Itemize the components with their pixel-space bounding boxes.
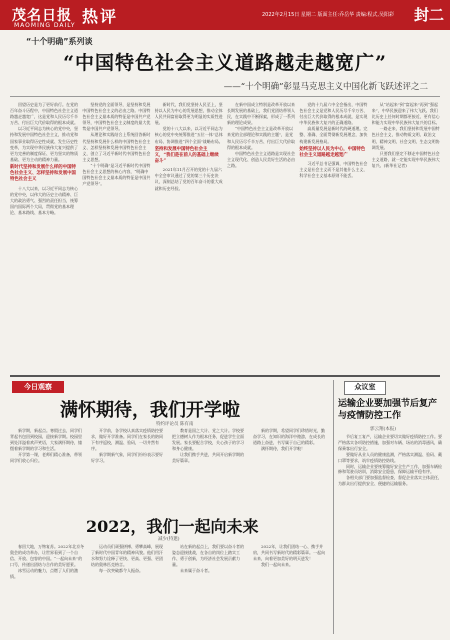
paragraph: 党的十八大以来，以习近平同志为核心的党中央统筹推进“五位一体”总体布局、协调推进“四个全面”战略布局。 <box>154 126 223 144</box>
paragraph: 新学期新气象，同学们纷纷表示要好好学习。 <box>91 451 163 463</box>
remark-byline: 郭云翔(本报) <box>370 427 397 432</box>
paragraph: 我们一起向未来。 <box>261 561 293 567</box>
paragraph: 要做好从业人员的健康监测，严格落实测温、验码、戴口罩等要求，筑牢疫情防控防线。 <box>338 451 442 463</box>
section-divider <box>10 375 440 377</box>
article-column <box>227 102 295 370</box>
section-highlight: 始终坚持以人民为中心，中国特色社会主义道路越走越宽广 <box>299 146 366 158</box>
today-byline: 特约评论员 陈有南 <box>156 422 194 427</box>
paragraph: 每一次突破都令人振奋。 <box>99 567 143 573</box>
paragraph: 新时代，我们党坚持人民至上，坚持以人民为中心的发展思想，推动全体人民共同富裕取得更为明显的实质性进展。 <box>154 102 223 126</box>
paragraph: 从理论和实践结合上系统回答新时代坚持和发展什么样的中国特色社会主义、怎样坚持和发展中国特色社会主义，创立了习近平新时代中国特色社会主义思想。 <box>82 132 151 162</box>
paragraph: 在新中国成立特别是改革开放以来长期发展的基础上，我们党团结带领人民，在实践中不断探索，形成了一系列新的理论成果。 <box>227 102 295 126</box>
today-column-tag: 今日观察 <box>12 381 64 393</box>
series-tag: “十个明确”系列谈 <box>26 37 93 46</box>
paragraph: 2021年11月召开的党的十九届六中全会审议通过了党的第三个历史决议，深刻总结了党的百年奋斗的重大成就和历史经验。 <box>154 167 223 191</box>
article-column <box>10 544 85 634</box>
article-column <box>155 102 223 370</box>
article-column <box>253 544 328 634</box>
paragraph: 坚持党的全面领导，是坚持和发展中国特色社会主义的必由之路。中国特色社会主义最本质的特征是中国共产党领导，中国特色社会主义制度的最大优势是中国共产党领导。 <box>82 102 151 132</box>
paragraph: 春回大地，万物复苏。2022年北京冬奥会的成功举办，让世界看到了一个自信、开放、包容的中国。“一起向未来”的口号，传递出团结与合作的美好愿景。 <box>10 544 85 567</box>
paragraph: 中国特色社会主义道路是实现社会主义现代化、创造人民美好生活的必由之路。 <box>227 150 295 168</box>
article-column <box>10 428 85 504</box>
masthead-subtitle: MAOMING DAILY <box>14 22 76 29</box>
page-header <box>0 0 450 30</box>
paragraph: 开学前，各学校认真落实疫情防控要求，做好开学准备。同学们在家长的陪同下有序返校，测温、验码，一切井然有序。 <box>91 428 163 451</box>
main-headline[interactable]: “中国特色社会主义道路越走越宽广” <box>63 52 387 74</box>
paragraph: 运动员们顽强拼搏、勇攀高峰，展现了新时代中国青年的精神风貌。他们用汗水和努力诠释了更快、更高、更强、更团结的奥林匹克格言。 <box>91 544 163 567</box>
paragraph: 冰雪运动的魅力，点燃了人们的激情。 <box>10 567 78 579</box>
section-highlight: 坚持和发展中国特色社会主义，“我们是在前人的基础上继续奋斗” <box>154 146 219 165</box>
article-column <box>172 428 247 504</box>
paragraph: 以习近平同志为核心的党中央，坚持和发展中国特色社会主义，推动党和国家事业取得历史性成就、发生历史性变革，为实现中华民族伟大复兴提供了更为完善的制度保证、更为坚实的物质基础、更为主动的精神力量。 <box>10 126 78 162</box>
today-headline[interactable]: 满怀期待，我们开学啦 <box>60 400 240 421</box>
section-highlight: 新时代坚持和发展什么样的中国特色社会主义、怎样坚持和发展中国特色社会主义 <box>10 164 76 183</box>
article-column <box>10 102 78 370</box>
article-column <box>299 102 367 370</box>
main-subheadline: ——“十个明确”彰显马克思主义中国化新飞跃述评之二 <box>223 82 428 92</box>
paragraph: 未来属于奋斗者。 <box>180 567 212 573</box>
column-divider <box>333 380 334 634</box>
paragraph: 习近平总书记强调，中国特色社会主义是社会主义而不是其他什么主义，科学社会主义基本原则不能丢。 <box>299 161 368 179</box>
paragraph: 新学期，新起点。寒假过去，同学们背起书包回到校园，迎接新学期。校园里到处洋溢着欢声笑语，大家满怀期待，憧憬着新学期的学习和生活。 <box>10 428 82 451</box>
paragraph: 从“站起来”到“富起来”再到“强起来”，中华民族迎来了伟大飞跃。我们比历史上任何时期都更接近、更有信心和能力实现中华民族伟大复兴的目标。 <box>371 102 440 126</box>
future-byline: 减少(特邀) <box>158 537 180 542</box>
paragraph: 让我们携手共进，共同开启新学期的美好篇章。 <box>172 451 244 463</box>
paragraph: 回望历史是为了更好前行。在党的百年奋斗历程中，中国特色社会主义道路越走越宽广，这是党和人民历尽千辛万苦、付出巨大代价取得的根本成就。 <box>10 102 78 126</box>
section-title: 热评 <box>82 6 119 26</box>
paragraph: 同时，运输企业要统筹做好安全生产工作，加强车辆检修和驾驶员培训，消除安全隐患，保障运输平稳有序。 <box>338 463 442 475</box>
article-column <box>172 544 247 634</box>
paragraph: 一路走来，我们坚持和发展中国特色社会主义，推动物质文明、政治文明、精神文明、社会文明、生态文明协调发展。 <box>371 126 440 150</box>
paragraph: 开学第一课，老师们精心准备，带领同学们收心归位。 <box>10 451 82 463</box>
article-column <box>253 428 328 504</box>
paragraph: “中国特色社会主义是改革开放以来党的全部理论和实践的主题”，是党和人民历尽千辛万苦、付出巨大代价取得的根本成就。 <box>227 126 295 150</box>
paragraph: 站在新的起点上，我们要以奋斗者的姿态迎接挑战，在各自的岗位上踏实工作、勇于创新，为经济社会发展贡献力量。 <box>172 544 244 567</box>
divider-rule <box>10 96 440 97</box>
paragraph: 新的学期，希望同学们珍惜时光，勤奋学习，在知识的海洋中遨游，在成长的道路上奋进，书写属于自己的精彩。 <box>253 428 325 445</box>
remark-article-body <box>338 434 444 634</box>
masthead-logo: 茂名日报 <box>12 8 72 24</box>
remark-headline[interactable]: 运输企业要加强节后复产与疫情防控工作 <box>338 399 438 421</box>
paragraph: 2022年，让我们团结一心、携手并肩，共同书写新时代的精彩篇章。一起向未来，向着更加美好的明天进发！ <box>253 544 325 561</box>
future-headline[interactable]: 2022，我们一起向未来 <box>86 517 259 536</box>
article-column <box>91 428 166 504</box>
paragraph: 节后复工复产，运输企业要切实做好疫情防控工作。要严格落实各项防控措施，加强对车辆、场站的消毒通风，确保乘客出行安全。 <box>338 434 442 451</box>
paragraph: 只要我们坚定不移走中国特色社会主义道路，就一定能实现中华民族伟大复兴。(新华社记者) <box>371 150 440 168</box>
paragraph: “十个明确”是习近平新时代中国特色社会主义思想的核心内容，“明确中国特色社会主义最本质的特征是中国共产党领导”。 <box>82 162 151 187</box>
paragraph: 满怀期待，我们开学啦！ <box>261 445 305 451</box>
paragraph: 教育是国之大计、党之大计。学校要把立德树人作为根本任务，促进学生全面发展。家长要配合学校，关心孩子的学习和身心健康。 <box>172 428 244 451</box>
article-column <box>82 102 150 370</box>
page-label: 封二 <box>413 6 444 24</box>
remark-column-tag: 众议室 <box>344 381 386 395</box>
article-column <box>372 102 440 370</box>
paragraph: 党的十九届六中全会指出，中国特色社会主义是党和人民历尽千辛万苦、付出巨大代价取得的根本成就，是实现中华民族伟大复兴的正确道路。 <box>299 102 368 126</box>
paragraph: 各相关部门要加强监督检查，督促企业落实主体责任，为群众出行提供安全、便捷的运输服务。 <box>338 475 442 487</box>
paragraph: 十八大以来，以习近平同志为核心的党中央，以伟大的历史主动精神、巨大的政治勇气、强烈的责任担当，统筹国内国际两个大局，贯彻党的基本理论、基本路线、基本方略。 <box>10 185 78 215</box>
issue-info: 2022年2月15日 星期二 版面主任:乔岳华 责编:程式,吴阳彩 <box>262 12 394 18</box>
paragraph: 高质量发展是新时代的硬道理。完整、准确、全面贯彻新发展理念，加快构建新发展格局。 <box>299 126 368 144</box>
article-column <box>91 544 166 634</box>
